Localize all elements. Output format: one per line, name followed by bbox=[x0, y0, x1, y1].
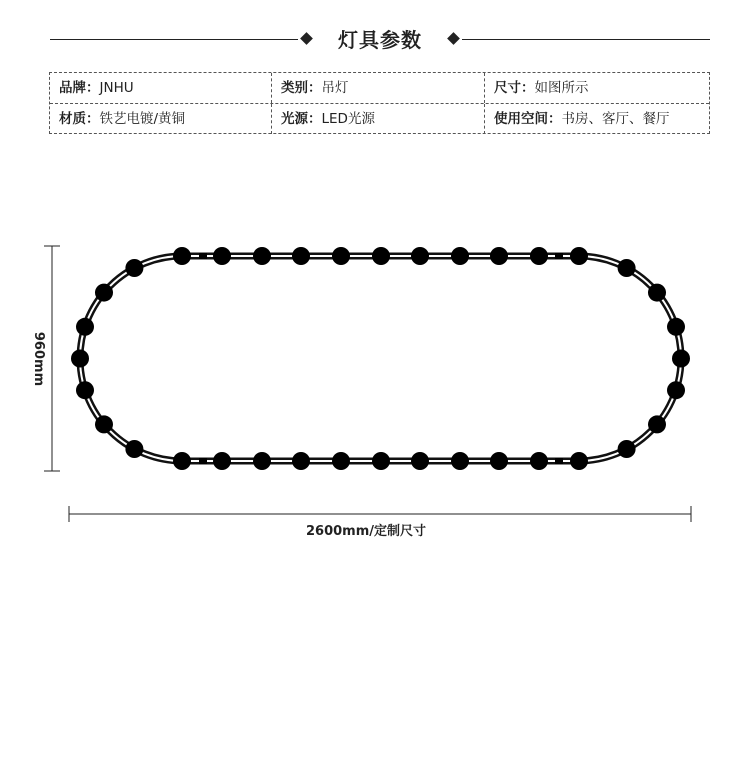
joint-marker bbox=[555, 253, 563, 259]
ball-light bbox=[530, 452, 548, 470]
width-dimension bbox=[69, 506, 691, 539]
ball-light bbox=[173, 247, 191, 265]
ball-light bbox=[618, 440, 636, 458]
spec-key: 尺寸： bbox=[494, 80, 535, 96]
ball-light bbox=[253, 452, 271, 470]
spec-value: 书房、客厅、餐厅 bbox=[561, 111, 670, 127]
height-dimension bbox=[31, 246, 60, 471]
ball-light bbox=[530, 247, 548, 265]
spec-key: 品牌： bbox=[59, 80, 100, 96]
ball-light bbox=[292, 452, 310, 470]
ball-light bbox=[570, 247, 588, 265]
ball-light bbox=[451, 452, 469, 470]
ball-light bbox=[667, 381, 685, 399]
joint-marker bbox=[555, 458, 563, 464]
ball-light bbox=[490, 452, 508, 470]
height-label: 960mm bbox=[31, 331, 46, 387]
ball-light bbox=[173, 452, 191, 470]
ball-light bbox=[490, 247, 508, 265]
spec-value: 吊灯 bbox=[321, 80, 349, 96]
ball-light bbox=[125, 440, 143, 458]
spec-value: 铁艺电镀/黄铜 bbox=[99, 111, 186, 127]
ball-lights bbox=[71, 247, 690, 470]
ball-light bbox=[332, 452, 350, 470]
ball-light bbox=[125, 259, 143, 277]
ball-light bbox=[411, 247, 429, 265]
ball-light bbox=[667, 318, 685, 336]
ball-light bbox=[411, 452, 429, 470]
ball-light bbox=[451, 247, 469, 265]
lamp-ring bbox=[80, 256, 681, 461]
spec-value: 如图所示 bbox=[534, 80, 589, 96]
ball-light bbox=[71, 350, 89, 368]
spec-key: 使用空间： bbox=[494, 111, 562, 127]
ball-light bbox=[95, 415, 113, 433]
spec-key: 光源： bbox=[281, 111, 322, 127]
ring-outer-rail bbox=[80, 256, 681, 461]
ball-light bbox=[76, 318, 94, 336]
ball-light bbox=[253, 247, 271, 265]
joint-marker bbox=[199, 458, 207, 464]
ball-light bbox=[618, 259, 636, 277]
spec-value: JNHU bbox=[99, 80, 134, 96]
section-title: 灯具参数 bbox=[338, 28, 422, 52]
ring-inner-gap bbox=[80, 256, 681, 461]
spec-key: 材质： bbox=[59, 111, 100, 127]
ball-light bbox=[332, 247, 350, 265]
ball-light bbox=[372, 247, 390, 265]
joint-marker bbox=[199, 253, 207, 259]
ball-light bbox=[76, 381, 94, 399]
ball-light bbox=[213, 452, 231, 470]
ball-light bbox=[292, 247, 310, 265]
ball-light bbox=[213, 247, 231, 265]
ball-light bbox=[372, 452, 390, 470]
spec-value: LED光源 bbox=[321, 111, 375, 127]
ball-light bbox=[648, 415, 666, 433]
spec-key: 类别： bbox=[281, 80, 322, 96]
ball-light bbox=[672, 350, 690, 368]
ball-light bbox=[570, 452, 588, 470]
ball-light bbox=[648, 284, 666, 302]
ball-light bbox=[95, 284, 113, 302]
ring-joints bbox=[199, 253, 563, 464]
width-label: 2600mm/定制尺寸 bbox=[305, 524, 427, 539]
